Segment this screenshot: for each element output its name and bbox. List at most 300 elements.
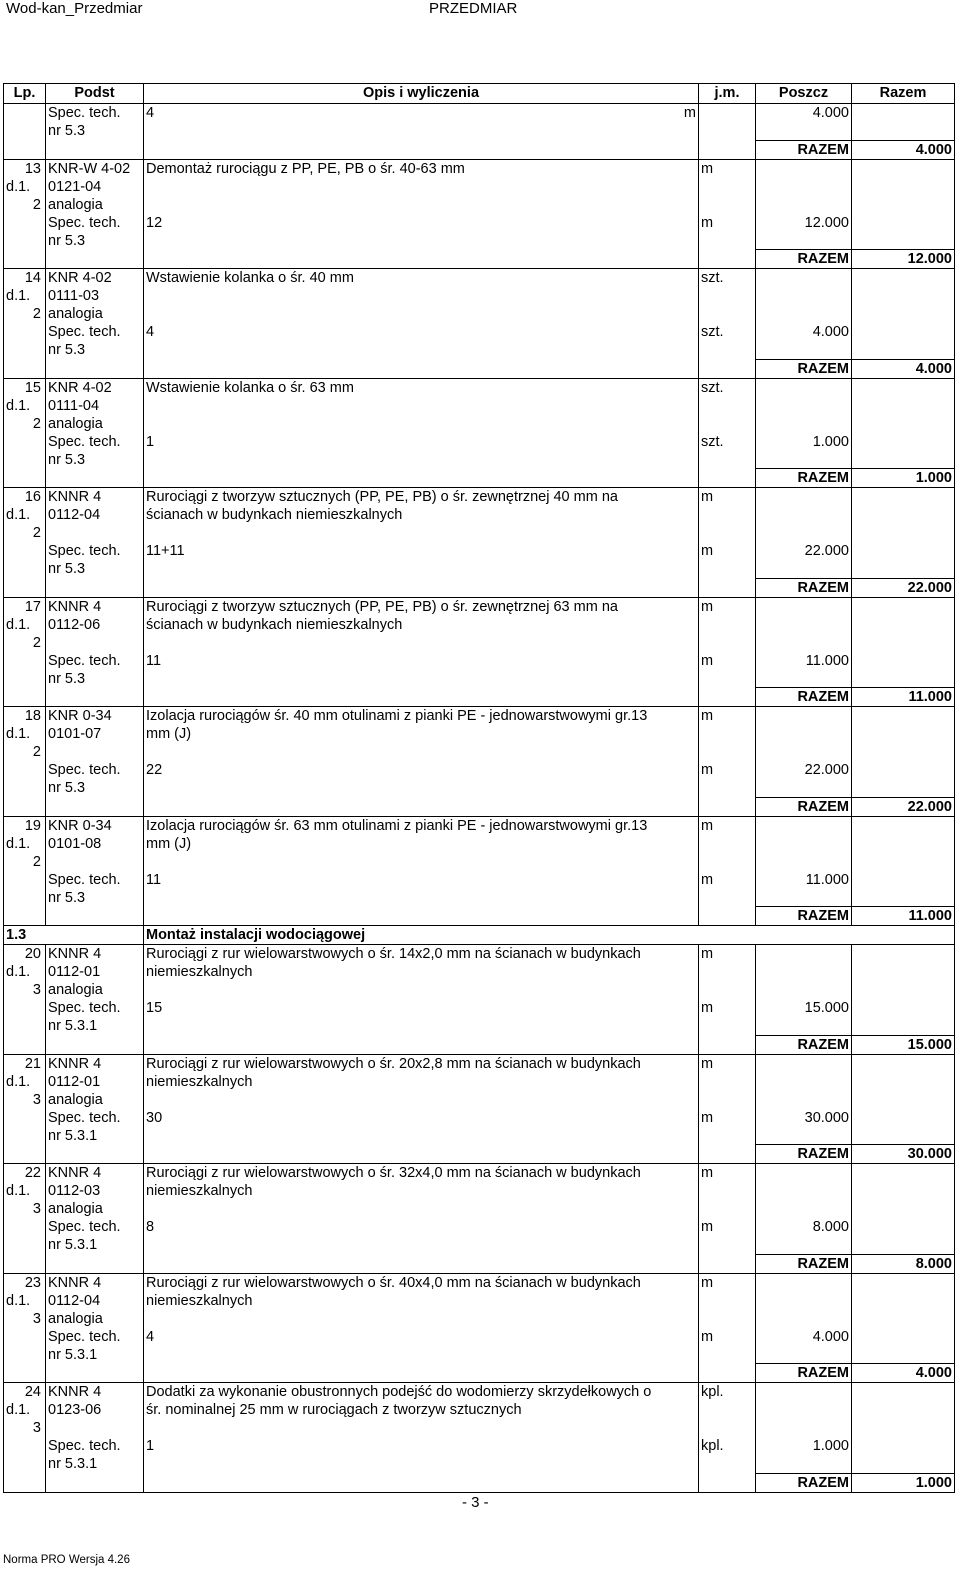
razem-value: 12.000 [852, 250, 955, 269]
description-line [144, 779, 699, 797]
unit-cell [699, 1127, 756, 1145]
item-lp: 3 [4, 1310, 46, 1328]
poszcz-value [756, 1127, 852, 1145]
item-lp [4, 1236, 46, 1254]
table-row [4, 652, 955, 670]
razem-value: 8.000 [852, 1254, 955, 1273]
basis-line: 0112-06 [46, 616, 144, 634]
unit-cell: m [699, 871, 756, 889]
poszcz-value [756, 597, 852, 616]
basis-line: 0112-04 [46, 1292, 144, 1310]
basis-line: nr 5.3 [46, 232, 144, 250]
unit-cell [699, 196, 756, 214]
table-row [4, 232, 955, 250]
item-lp [4, 1218, 46, 1236]
document-filename: Wod-kan_Przedmiar [6, 0, 143, 17]
table-row [4, 761, 955, 779]
unit-cell [699, 232, 756, 250]
item-lp: d.1. [4, 397, 46, 415]
unit-cell [699, 560, 756, 578]
poszcz-value [756, 945, 852, 964]
poszcz-value [756, 159, 852, 178]
unit-cell [699, 1182, 756, 1200]
basis-line: KNNR 4 [46, 597, 144, 616]
calc-line: 11 [144, 871, 699, 889]
table-row [4, 1310, 955, 1328]
poszcz-value: 1.000 [756, 1437, 852, 1455]
unit-cell [699, 341, 756, 359]
calc-line: 4 [144, 323, 699, 341]
item-lp [4, 232, 46, 250]
razem-label: RAZEM [756, 250, 852, 269]
basis-line [46, 524, 144, 542]
item-lp [4, 323, 46, 341]
unit-cell [699, 1073, 756, 1091]
poszcz-value [756, 196, 852, 214]
description-line [144, 305, 699, 323]
poszcz-value: 22.000 [756, 761, 852, 779]
razem-row [4, 797, 955, 816]
basis-line: nr 5.3 [46, 560, 144, 578]
poszcz-value: 4.000 [756, 1328, 852, 1346]
col-razem: Razem [852, 84, 955, 104]
basis-line: KNNR 4 [46, 1164, 144, 1183]
unit-cell [699, 634, 756, 652]
calc-line: 22 [144, 761, 699, 779]
description-line [144, 415, 699, 433]
table-row [4, 1455, 955, 1473]
item-lp: 13 [4, 159, 46, 178]
item-lp: d.1. [4, 178, 46, 196]
item-lp [4, 1346, 46, 1364]
poszcz-value [756, 341, 852, 359]
unit-cell: m [699, 597, 756, 616]
unit-cell [699, 305, 756, 323]
basis-line: analogia [46, 981, 144, 999]
item-lp [4, 451, 46, 469]
table-row [4, 196, 955, 214]
unit-cell [699, 981, 756, 999]
basis-line: 0111-03 [46, 287, 144, 305]
basis-line: analogia [46, 415, 144, 433]
razem-value: 15.000 [852, 1035, 955, 1054]
table-row [4, 1383, 955, 1402]
unit-cell: m [699, 542, 756, 560]
description-line: Wstawienie kolanka o śr. 40 mm [144, 269, 699, 288]
unit-cell: m [699, 707, 756, 726]
item-lp: 23 [4, 1273, 46, 1292]
poszcz-value [756, 178, 852, 196]
basis-line: Spec. tech. [46, 214, 144, 232]
unit-cell [699, 743, 756, 761]
razem-row [4, 578, 955, 597]
table-row [4, 1127, 955, 1145]
poszcz-value [756, 305, 852, 323]
basis-line: 0112-01 [46, 963, 144, 981]
table-row [4, 178, 955, 196]
poszcz-value: 15.000 [756, 999, 852, 1017]
description-line [144, 1455, 699, 1473]
unit-cell [699, 1419, 756, 1437]
poszcz-value [756, 451, 852, 469]
basis-line: Spec. tech. [46, 433, 144, 451]
description-line: niemieszkalnych [144, 963, 699, 981]
description-line: ścianach w budynkach niemieszkalnych [144, 616, 699, 634]
basis-line [46, 853, 144, 871]
poszcz-value [756, 634, 852, 652]
basis-line: 0112-01 [46, 1073, 144, 1091]
item-lp [4, 761, 46, 779]
description-line [144, 1236, 699, 1254]
table-row [4, 433, 955, 451]
unit-cell [699, 1310, 756, 1328]
table-row [4, 1218, 955, 1236]
item-lp [4, 1437, 46, 1455]
poszcz-value [756, 1236, 852, 1254]
poszcz-value [756, 1073, 852, 1091]
table-header-row [4, 84, 955, 104]
poszcz-value [756, 1164, 852, 1183]
razem-label: RAZEM [756, 1254, 852, 1273]
basis-line: Spec. tech. [46, 999, 144, 1017]
unit-cell: szt. [699, 269, 756, 288]
table-row [4, 616, 955, 634]
table-row [4, 524, 955, 542]
item-lp: 24 [4, 1383, 46, 1402]
basis-line: KNR 4-02 [46, 269, 144, 288]
description-line: Rurociągi z tworzyw sztucznych (PP, PE, PB) o śr. zewnętrznej 40 mm na [144, 488, 699, 507]
calc-line: 11 [144, 652, 699, 670]
basis-line: Spec. tech. [46, 1109, 144, 1127]
item-lp [4, 433, 46, 451]
table-row [4, 1437, 955, 1455]
item-lp: d.1. [4, 1073, 46, 1091]
unit-cell [699, 853, 756, 871]
item-lp: 2 [4, 305, 46, 323]
basis-line: 0123-06 [46, 1401, 144, 1419]
table-row [4, 1109, 955, 1127]
basis-line: nr 5.3 [46, 670, 144, 688]
unit-cell [699, 1236, 756, 1254]
description-line [144, 1127, 699, 1145]
razem-label: RAZEM [756, 1035, 852, 1054]
basis-line: Spec. tech. [46, 542, 144, 560]
table-row [4, 269, 955, 288]
table-row [4, 1292, 955, 1310]
table-row [4, 305, 955, 323]
description-line [144, 743, 699, 761]
table-row [4, 104, 955, 123]
poszcz-value [756, 524, 852, 542]
unit-cell [699, 835, 756, 853]
basis-line: nr 5.3.1 [46, 1236, 144, 1254]
item-lp: 3 [4, 1200, 46, 1218]
description-line [144, 670, 699, 688]
table-row [4, 378, 955, 397]
item-lp: 2 [4, 415, 46, 433]
item-lp [4, 652, 46, 670]
table-row [4, 981, 955, 999]
unit-cell: m [699, 761, 756, 779]
description-line: Izolacja rurociągów śr. 63 mm otulinami z pianki PE - jednowarstwowymi gr.13 [144, 816, 699, 835]
item-lp: d.1. [4, 506, 46, 524]
poszcz-value [756, 1310, 852, 1328]
description-line: Izolacja rurociągów śr. 40 mm otulinami z pianki PE - jednowarstwowymi gr.13 [144, 707, 699, 726]
description-line: Dodatki za wykonanie obustronnych podejść do wodomierzy skrzydełkowych o [144, 1383, 699, 1402]
document-title: PRZEDMIAR [429, 0, 518, 17]
item-lp: 16 [4, 488, 46, 507]
razem-value: 4.000 [852, 140, 955, 159]
basis-line: Spec. tech. [46, 1218, 144, 1236]
unit-cell [699, 415, 756, 433]
poszcz-value [756, 1091, 852, 1109]
table-row [4, 214, 955, 232]
table-row [4, 341, 955, 359]
description-line [144, 1419, 699, 1437]
item-lp [4, 889, 46, 907]
estimate-table [3, 83, 955, 1493]
razem-row [4, 907, 955, 926]
table-row [4, 853, 955, 871]
poszcz-value: 22.000 [756, 542, 852, 560]
unit-cell [699, 670, 756, 688]
unit-cell: m [699, 1164, 756, 1183]
poszcz-value [756, 1346, 852, 1364]
unit-cell [699, 779, 756, 797]
description-line [144, 397, 699, 415]
table-row [4, 1200, 955, 1218]
description-line [144, 853, 699, 871]
poszcz-value: 4.000 [756, 104, 852, 123]
unit-cell: m [699, 652, 756, 670]
table-row [4, 122, 955, 140]
basis-line: nr 5.3.1 [46, 1346, 144, 1364]
table-row [4, 945, 955, 964]
calc-line: 1 [144, 433, 699, 451]
table-row [4, 889, 955, 907]
calc-line: 12 [144, 214, 699, 232]
table-row [4, 1091, 955, 1109]
description-line [144, 341, 699, 359]
unit-cell [699, 1292, 756, 1310]
description-line: niemieszkalnych [144, 1182, 699, 1200]
poszcz-value [756, 670, 852, 688]
poszcz-value [756, 488, 852, 507]
table-row [4, 816, 955, 835]
table-row [4, 963, 955, 981]
item-lp: 17 [4, 597, 46, 616]
basis-line: 0121-04 [46, 178, 144, 196]
unit-cell [699, 178, 756, 196]
item-lp: 2 [4, 853, 46, 871]
poszcz-value [756, 415, 852, 433]
item-lp: d.1. [4, 287, 46, 305]
poszcz-value [756, 963, 852, 981]
poszcz-value: 1.000 [756, 433, 852, 451]
razem-label: RAZEM [756, 1145, 852, 1164]
unit-cell: m [699, 1273, 756, 1292]
razem-label: RAZEM [756, 140, 852, 159]
description-line: Rurociągi z tworzyw sztucznych (PP, PE, PB) o śr. zewnętrznej 63 mm na [144, 597, 699, 616]
description-line: mm (J) [144, 835, 699, 853]
item-lp: 14 [4, 269, 46, 288]
description-line [144, 981, 699, 999]
table-row [4, 542, 955, 560]
unit-cell [699, 889, 756, 907]
item-lp [4, 1328, 46, 1346]
description-line: niemieszkalnych [144, 1292, 699, 1310]
poszcz-value [756, 1017, 852, 1035]
basis-line: analogia [46, 1091, 144, 1109]
description-line: niemieszkalnych [144, 1073, 699, 1091]
unit-cell [699, 616, 756, 634]
section-row [4, 926, 955, 945]
item-lp [4, 341, 46, 359]
table-row [4, 488, 955, 507]
basis-line: nr 5.3 [46, 779, 144, 797]
razem-value: 1.000 [852, 1473, 955, 1492]
unit-cell: m [699, 214, 756, 232]
unit-cell [699, 1200, 756, 1218]
table-row [4, 707, 955, 726]
poszcz-value [756, 816, 852, 835]
unit-cell [699, 524, 756, 542]
basis-line: nr 5.3.1 [46, 1455, 144, 1473]
description-line [144, 889, 699, 907]
poszcz-value [756, 853, 852, 871]
item-lp: d.1. [4, 835, 46, 853]
description-line [144, 1310, 699, 1328]
basis-line: nr 5.3 [46, 122, 144, 140]
basis-line: nr 5.3 [46, 451, 144, 469]
basis-line: Spec. tech. [46, 1437, 144, 1455]
section-number: 1.3 [4, 926, 144, 945]
basis-line: 0112-04 [46, 506, 144, 524]
calc-line: 8 [144, 1218, 699, 1236]
calc-line: 1 [144, 1437, 699, 1455]
item-lp: 2 [4, 634, 46, 652]
poszcz-value: 11.000 [756, 652, 852, 670]
basis-line: Spec. tech. [46, 652, 144, 670]
razem-label: RAZEM [756, 797, 852, 816]
description-line [144, 232, 699, 250]
unit-cell [699, 725, 756, 743]
unit-cell: szt. [699, 378, 756, 397]
item-lp: d.1. [4, 1292, 46, 1310]
unit-cell: kpl. [699, 1383, 756, 1402]
unit-cell: kpl. [699, 1437, 756, 1455]
page-number: - 3 - [462, 1494, 489, 1511]
calc-line: 30 [144, 1109, 699, 1127]
table-row [4, 634, 955, 652]
description-line [144, 451, 699, 469]
col-opis: Opis i wyliczenia [144, 84, 699, 104]
poszcz-value: 11.000 [756, 871, 852, 889]
razem-row [4, 1035, 955, 1054]
razem-label: RAZEM [756, 907, 852, 926]
razem-value: 22.000 [852, 578, 955, 597]
basis-line: analogia [46, 1200, 144, 1218]
table-row [4, 451, 955, 469]
basis-line: analogia [46, 305, 144, 323]
description-line: Rurociągi z rur wielowarstwowych o śr. 14x2,0 mm na ścianach w budynkach [144, 945, 699, 964]
poszcz-value [756, 560, 852, 578]
unit-cell [699, 451, 756, 469]
basis-line: Spec. tech. [46, 104, 144, 123]
table-row [4, 743, 955, 761]
poszcz-value [756, 232, 852, 250]
poszcz-value [756, 743, 852, 761]
razem-value: 11.000 [852, 688, 955, 707]
basis-line: KNR-W 4-02 [46, 159, 144, 178]
razem-label: RAZEM [756, 1364, 852, 1383]
description-line [144, 196, 699, 214]
poszcz-value [756, 1383, 852, 1402]
table-row [4, 999, 955, 1017]
razem-label: RAZEM [756, 1473, 852, 1492]
poszcz-value [756, 707, 852, 726]
basis-line: Spec. tech. [46, 323, 144, 341]
unit-cell [699, 506, 756, 524]
unit-cell: m [699, 488, 756, 507]
table-row [4, 506, 955, 524]
basis-line: KNR 0-34 [46, 707, 144, 726]
description-line: mm (J) [144, 725, 699, 743]
description-line: ścianach w budynkach niemieszkalnych [144, 506, 699, 524]
basis-line: KNNR 4 [46, 1383, 144, 1402]
calc-line: 15 [144, 999, 699, 1017]
col-lp: Lp. [4, 84, 46, 104]
table-row [4, 159, 955, 178]
item-lp: 22 [4, 1164, 46, 1183]
razem-row [4, 140, 955, 159]
razem-value: 4.000 [852, 359, 955, 378]
item-lp: d.1. [4, 1182, 46, 1200]
table-row [4, 1236, 955, 1254]
item-lp: 18 [4, 707, 46, 726]
description-line [144, 178, 699, 196]
basis-line: 0111-04 [46, 397, 144, 415]
poszcz-value [756, 1182, 852, 1200]
table-row [4, 1164, 955, 1183]
basis-line: 0101-07 [46, 725, 144, 743]
poszcz-value: 4.000 [756, 323, 852, 341]
table-row [4, 287, 955, 305]
table-row [4, 560, 955, 578]
poszcz-value [756, 269, 852, 288]
poszcz-value [756, 779, 852, 797]
table-row [4, 1073, 955, 1091]
table-row [4, 1328, 955, 1346]
razem-label: RAZEM [756, 359, 852, 378]
poszcz-value: 30.000 [756, 1109, 852, 1127]
poszcz-value [756, 1273, 852, 1292]
item-lp: 3 [4, 1419, 46, 1437]
basis-line: 0101-08 [46, 835, 144, 853]
description-line [144, 1200, 699, 1218]
unit-cell: szt. [699, 433, 756, 451]
description-line: śr. nominalnej 25 mm w rurociągach z tworzyw sztucznych [144, 1401, 699, 1419]
description-line: Rurociągi z rur wielowarstwowych o śr. 20x2,8 mm na ścianach w budynkach [144, 1054, 699, 1073]
item-lp [4, 560, 46, 578]
poszcz-value [756, 835, 852, 853]
basis-line [46, 634, 144, 652]
basis-line: KNR 4-02 [46, 378, 144, 397]
unit-cell: szt. [699, 323, 756, 341]
table-row [4, 725, 955, 743]
item-lp [4, 999, 46, 1017]
item-lp [4, 1455, 46, 1473]
